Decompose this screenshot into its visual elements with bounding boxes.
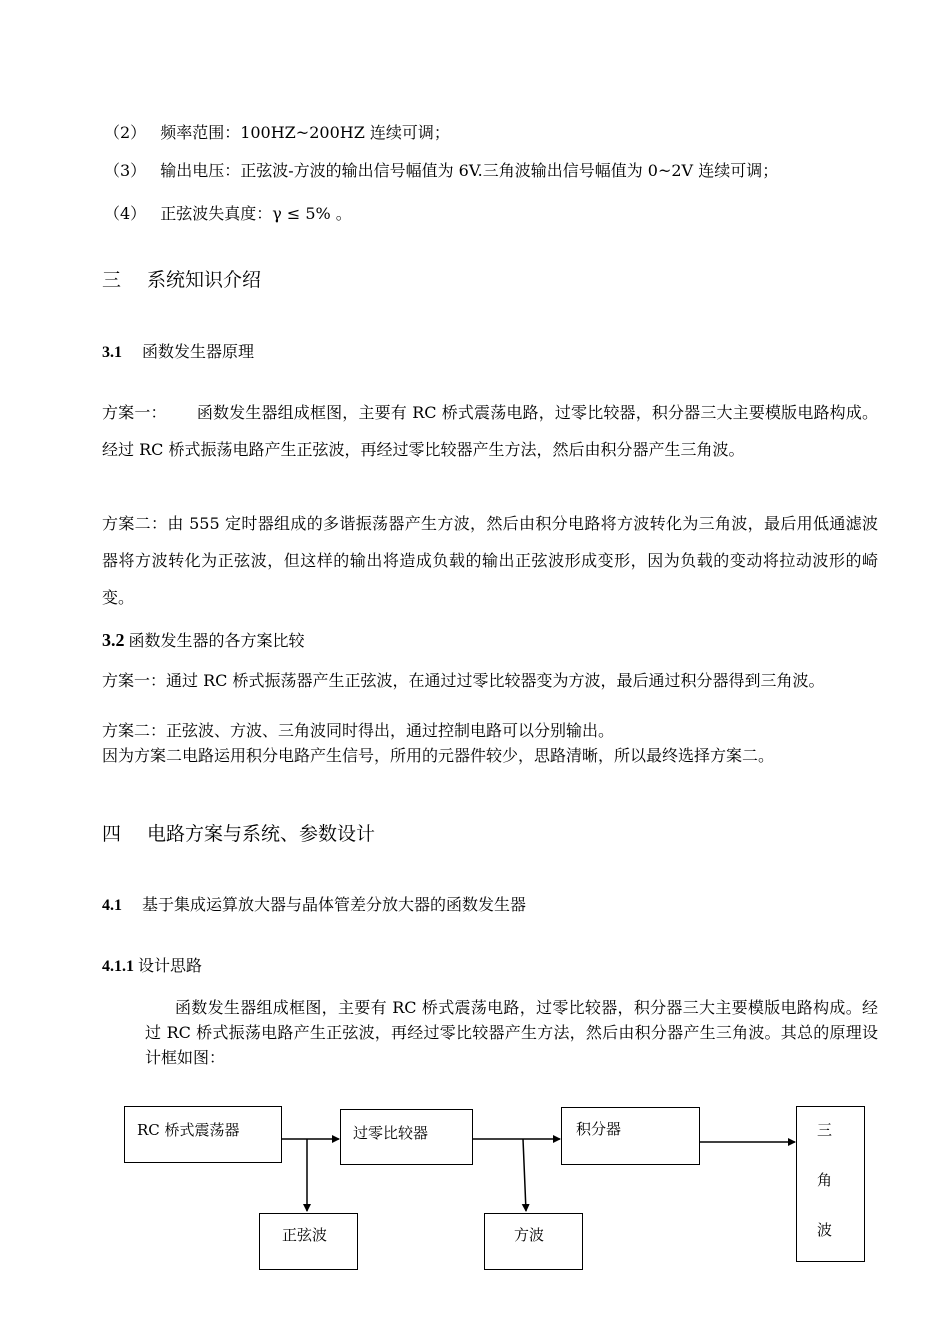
paragraph-3-2-conclusion: 因为方案二电路运用积分电路产生信号，所用的元器件较少，思路清晰，所以最终选择方案二。 [102, 746, 775, 765]
rc-oscillator-box: RC 桥式震荡器 [124, 1106, 282, 1163]
subsection-4-1-heading: 4.1 基于集成运算放大器与晶体管差分放大器的函数发生器 [102, 895, 527, 914]
spec-item-frequency: （2） 频率范围：100HZ~200HZ 连续可调； [104, 123, 450, 142]
spec-item-distortion: （4） 正弦波失真度：γ ≤ 5% 。 [104, 204, 352, 223]
triangle-wave-box: 三 角 波 [796, 1106, 865, 1262]
zero-crossing-comparator-box: 过零比较器 [340, 1109, 473, 1165]
paragraph-3-2-plan-2: 方案二：正弦波、方波、三角波同时得出，通过控制电路可以分别输出。 [102, 721, 615, 740]
subsection-3-1-heading: 3.1 函数发生器原理 [102, 342, 255, 361]
integrator-box: 积分器 [561, 1107, 700, 1165]
subsection-4-1-1-heading: 4.1.1 设计思路 [102, 956, 203, 975]
paragraph-4-1-1-design: 函数发生器组成框图，主要有 RC 桥式震荡电路，过零比较器，积分器三大主要模版电路构成。经过 RC 桥式振荡电路产生正弦波，再经过零比较器产生方法，然后由积分器产生三角波。其总的原理设计框如图： [145, 998, 878, 1067]
square-wave-box: 方波 [484, 1213, 583, 1270]
subsection-3-2-heading: 3.2 函数发生器的各方案比较 [102, 630, 305, 650]
spec-item-voltage: （3） 输出电压：正弦波-方波的输出信号幅值为 6V.三角波输出信号幅值为 0~2V 连续可调； [104, 161, 779, 180]
paragraph-3-2-plan-1: 方案一：通过 RC 桥式振荡器产生正弦波，在通过过零比较器变为方波，最后通过积分器得到三角波。 [102, 671, 825, 690]
paragraph-3-1-plan-2: 方案二：由 555 定时器组成的多谐振荡器产生方波，然后由积分电路将方波转化为三角波，最后用低通滤波器将方波转化为正弦波，但这样的输出将造成负载的输出正弦波形成变形，因为负载的变动将拉动波形的崎变。 [102, 514, 878, 607]
sine-wave-box: 正弦波 [259, 1213, 358, 1270]
section-4-heading: 四 电路方案与系统、参数设计 [102, 823, 376, 845]
paragraph-3-1-plan-1: 方案一： 函数发生器组成框图，主要有 RC 桥式震荡电路，过零比较器，积分器三大主要模版电路构成。经过 RC 桥式振荡电路产生正弦波，再经过零比较器产生方法，然后由积分器产生三角波。 [102, 403, 878, 459]
arrow-comparator-to-square [523, 1139, 526, 1211]
section-3-heading: 三 系统知识介绍 [102, 269, 262, 291]
